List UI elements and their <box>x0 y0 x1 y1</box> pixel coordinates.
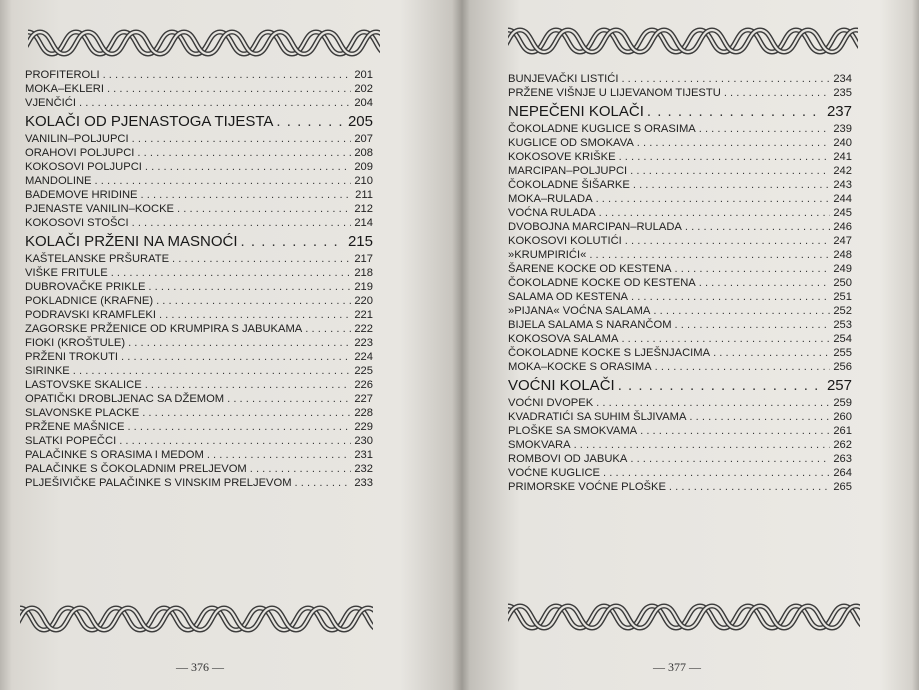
dot-leader <box>669 480 830 494</box>
dot-leader <box>128 336 351 350</box>
toc-entry-page: 259 <box>833 397 852 409</box>
toc-entry-page: 235 <box>833 87 852 99</box>
toc-entry-page: 221 <box>354 309 373 321</box>
top-braid-ornament <box>28 24 380 62</box>
toc-entry <box>508 438 852 452</box>
toc-entry-title: KUGLICE OD SMOKAVA <box>508 137 634 149</box>
toc-entry-title: ŠARENE KOCKE OD KESTENA <box>508 263 672 275</box>
toc-entry-title: PRŽENE VIŠNJE U LIJEVANOM TIJESTU <box>508 87 721 99</box>
bottom-braid-ornament <box>20 600 373 638</box>
toc-entry-page: 210 <box>354 175 373 187</box>
dot-leader <box>653 304 830 318</box>
dot-leader <box>79 96 351 110</box>
toc-entry-page: 211 <box>355 189 373 201</box>
dot-leader <box>618 376 824 395</box>
toc-entry <box>25 322 373 336</box>
toc-entry <box>25 216 373 230</box>
toc-entry-title: »KRUMPIRIĆI« <box>508 249 587 261</box>
toc-entry-page: 215 <box>347 233 373 250</box>
toc-entry-page: 233 <box>354 477 373 489</box>
toc-entry-title: POKLADNICE (KRAFNE) <box>25 295 154 307</box>
toc-entry-title: ROMBOVI OD JABUKA <box>508 453 628 465</box>
toc-entry-title: BADEMOVE HRIDINE <box>25 189 138 201</box>
toc-entry <box>25 96 373 110</box>
toc-entry-title: ORAHOVI POLJUPCI <box>25 147 135 159</box>
dot-leader <box>596 396 830 410</box>
page-number: — 377 — <box>653 660 701 674</box>
top-braid-ornament <box>508 22 858 60</box>
toc-entry-title: VJENČIĆI <box>25 97 76 109</box>
toc-entry-page: 212 <box>354 203 373 215</box>
dot-leader <box>119 434 351 448</box>
toc-entry <box>25 378 373 392</box>
dot-leader <box>699 276 831 290</box>
dot-leader <box>107 82 351 96</box>
toc-entry <box>508 220 852 234</box>
toc-section-heading <box>25 232 373 251</box>
toc-entry-page: 249 <box>833 263 852 275</box>
dot-leader <box>73 364 352 378</box>
toc-entry-title: KOLAČI PRŽENI NA MASNOĆI <box>25 233 238 250</box>
dot-leader <box>713 346 830 360</box>
toc-entry-title: SALAMA OD KESTENA <box>508 291 628 303</box>
toc-entry-page: 261 <box>833 425 852 437</box>
dot-leader <box>689 410 830 424</box>
toc-entry-page: 254 <box>833 333 852 345</box>
toc-entry-title: MOKA–RULADA <box>508 193 593 205</box>
toc-section-heading <box>508 102 852 121</box>
toc-list-left <box>25 68 373 490</box>
toc-entry-page: 265 <box>833 481 852 493</box>
dot-leader <box>276 112 345 131</box>
toc-entry <box>508 424 852 438</box>
toc-entry <box>25 252 373 266</box>
toc-entry-title: KOKOSOVI KOLUTIĆI <box>508 235 622 247</box>
toc-entry <box>508 234 852 248</box>
toc-entry <box>25 82 373 96</box>
toc-entry-title: KOLAČI OD PJENASTOGA TIJESTA <box>25 113 274 130</box>
dot-leader <box>625 234 831 248</box>
dot-leader <box>637 136 831 150</box>
toc-entry-page: 225 <box>354 365 373 377</box>
dot-leader <box>156 294 351 308</box>
dot-leader <box>141 188 353 202</box>
toc-entry-title: KOKOSOVI STOŠCI <box>25 217 129 229</box>
toc-entry-title: FIOKI (KROŠTULE) <box>25 337 126 349</box>
toc-entry-title: ČOKOLADNE KOCKE OD KESTENA <box>508 277 696 289</box>
toc-entry <box>508 318 852 332</box>
toc-entry <box>508 136 852 150</box>
dot-leader <box>145 160 351 174</box>
toc-entry-title: PALAČINKE S ORASIMA I MEDOM <box>25 449 204 461</box>
toc-entry-page: 207 <box>354 133 373 145</box>
toc-entry <box>508 248 852 262</box>
toc-entry-page: 223 <box>354 337 373 349</box>
toc-entry-page: 218 <box>354 267 373 279</box>
toc-entry-title: VOĆNI KOLAČI <box>508 377 615 394</box>
toc-entry-title: »PIJANA« VOĆNA SALAMA <box>508 305 651 317</box>
toc-entry <box>25 434 373 448</box>
toc-entry-page: 228 <box>354 407 373 419</box>
toc-entry <box>508 360 852 374</box>
toc-entry-page: 234 <box>833 73 852 85</box>
toc-entry <box>508 206 852 220</box>
toc-entry <box>25 294 373 308</box>
toc-entry-title: BIJELA SALAMA S NARANČOM <box>508 319 672 331</box>
dot-leader <box>127 420 351 434</box>
toc-entry-title: VIŠKE FRITULE <box>25 267 108 279</box>
toc-entry-title: LASTOVSKE SKALICE <box>25 379 142 391</box>
toc-entry-page: 250 <box>833 277 852 289</box>
toc-entry <box>25 308 373 322</box>
toc-entry-title: PRŽENE MAŠNICE <box>25 421 125 433</box>
dot-leader <box>132 216 352 230</box>
toc-entry-title: KAŠTELANSKE PRŠURATE <box>25 253 170 265</box>
dot-leader <box>142 406 351 420</box>
toc-entry <box>25 448 373 462</box>
toc-entry-title: BUNJEVAČKI LISTIĆI <box>508 73 619 85</box>
toc-entry <box>25 462 373 476</box>
toc-entry-page: 243 <box>833 179 852 191</box>
dot-leader <box>655 360 831 374</box>
toc-entry-title: KOKOSOVE KRIŠKE <box>508 151 616 163</box>
toc-entry-title: PODRAVSKI KRAMFLEKI <box>25 309 156 321</box>
toc-entry-page: 204 <box>354 97 373 109</box>
toc-entry-title: MANDOLINE <box>25 175 92 187</box>
toc-section-heading <box>508 376 852 395</box>
toc-entry <box>508 304 852 318</box>
dot-leader <box>621 72 830 86</box>
page-number: — 376 — <box>176 660 224 674</box>
toc-entry-page: 239 <box>833 123 852 135</box>
toc-entry-page: 246 <box>833 221 852 233</box>
toc-entry <box>508 192 852 206</box>
toc-entry <box>508 346 852 360</box>
dot-leader <box>241 232 345 251</box>
toc-entry <box>508 332 852 346</box>
dot-leader <box>145 378 352 392</box>
toc-entry <box>25 68 373 82</box>
toc-entry <box>25 392 373 406</box>
toc-entry-page: 247 <box>833 235 852 247</box>
toc-entry <box>25 336 373 350</box>
toc-entry <box>508 122 852 136</box>
dot-leader <box>574 438 831 452</box>
toc-entry <box>508 72 852 86</box>
toc-entry-title: MARCIPAN–POLJUPCI <box>508 165 628 177</box>
dot-leader <box>177 202 351 216</box>
toc-entry-page: 232 <box>354 463 373 475</box>
toc-entry-page: 229 <box>354 421 373 433</box>
bottom-braid-ornament <box>508 598 860 636</box>
dot-leader <box>699 122 831 136</box>
dot-leader <box>599 206 831 220</box>
toc-entry-title: PRIMORSKE VOĆNE PLOŠKE <box>508 481 666 493</box>
dot-leader <box>647 102 824 121</box>
dot-leader <box>172 252 351 266</box>
toc-entry-page: 252 <box>833 305 852 317</box>
toc-entry <box>25 146 373 160</box>
toc-entry <box>508 178 852 192</box>
toc-entry <box>508 466 852 480</box>
toc-entry-page: 237 <box>826 103 852 120</box>
toc-entry-title: PRŽENI TROKUTI <box>25 351 119 363</box>
toc-entry-page: 248 <box>833 249 852 261</box>
toc-entry <box>508 452 852 466</box>
toc-entry-page: 226 <box>354 379 373 391</box>
toc-entry <box>25 266 373 280</box>
dot-leader <box>633 178 830 192</box>
toc-entry-title: SIRINKE <box>25 365 70 377</box>
toc-entry-title: KOKOSOVI POLJUPCI <box>25 161 142 173</box>
dot-leader <box>295 476 352 490</box>
toc-entry-title: SMOKVARA <box>508 439 571 451</box>
toc-entry-title: PLJEŠIVIČKE PALAČINKE S VINSKIM PRELJEVOM <box>25 477 292 489</box>
toc-entry-page: 231 <box>354 449 373 461</box>
toc-entry-title: PJENASTE VANILIN–KOCKE <box>25 203 175 215</box>
toc-entry-page: 244 <box>833 193 852 205</box>
toc-entry <box>508 396 852 410</box>
toc-entry-page: 253 <box>833 319 852 331</box>
toc-entry-title: PLOŠKE SA SMOKVAMA <box>508 425 638 437</box>
toc-entry-page: 227 <box>354 393 373 405</box>
dot-leader <box>619 150 831 164</box>
toc-entry-title: PALAČINKE S ČOKOLADNIM PRELJEVOM <box>25 463 247 475</box>
toc-entry-page: 205 <box>347 113 373 130</box>
toc-entry <box>25 202 373 216</box>
toc-entry <box>508 276 852 290</box>
toc-entry-title: ČOKOLADNE KOCKE S LJEŠNJACIMA <box>508 347 711 359</box>
toc-entry-page: 262 <box>833 439 852 451</box>
toc-entry-page: 201 <box>354 69 373 81</box>
toc-section-heading <box>25 112 373 131</box>
dot-leader <box>685 220 830 234</box>
toc-entry-page: 257 <box>826 377 852 394</box>
toc-entry-page: 263 <box>833 453 852 465</box>
toc-entry-title: VOĆNI DVOPEK <box>508 397 594 409</box>
toc-entry-page: 220 <box>354 295 373 307</box>
toc-entry <box>25 160 373 174</box>
dot-leader <box>111 266 352 280</box>
toc-entry <box>508 480 852 494</box>
toc-entry <box>25 280 373 294</box>
dot-leader <box>603 466 830 480</box>
toc-entry <box>508 150 852 164</box>
toc-entry-title: DVOBOJNA MARCIPAN–RULADA <box>508 221 682 233</box>
dot-leader <box>630 452 830 466</box>
toc-entry <box>25 174 373 188</box>
toc-entry <box>25 188 373 202</box>
toc-entry-page: 251 <box>833 291 852 303</box>
toc-entry-page: 208 <box>354 147 373 159</box>
toc-entry-page: 245 <box>833 207 852 219</box>
toc-entry-title: MOKA–KOCKE S ORASIMA <box>508 361 652 373</box>
dot-leader <box>724 86 831 100</box>
toc-entry <box>25 364 373 378</box>
dot-leader <box>148 280 351 294</box>
toc-entry <box>508 410 852 424</box>
toc-entry <box>508 290 852 304</box>
dot-leader <box>589 248 830 262</box>
toc-entry <box>508 164 852 178</box>
toc-entry <box>25 132 373 146</box>
toc-entry-page: 230 <box>354 435 373 447</box>
toc-entry-page: 209 <box>354 161 373 173</box>
dot-leader <box>621 332 830 346</box>
toc-entry <box>25 350 373 364</box>
dot-leader <box>250 462 352 476</box>
toc-entry-page: 222 <box>354 323 373 335</box>
toc-entry-title: KOKOSOVA SALAMA <box>508 333 619 345</box>
toc-entry-page: 242 <box>833 165 852 177</box>
toc-entry-title: ČOKOLADNE KUGLICE S ORASIMA <box>508 123 696 135</box>
toc-entry-title: VOĆNA RULADA <box>508 207 596 219</box>
dot-leader <box>640 424 830 438</box>
toc-entry-title: VANILIN–POLJUPCI <box>25 133 129 145</box>
toc-entry-title: OPATIČKI DROBLJENAC SA DŽEMOM <box>25 393 225 405</box>
toc-entry <box>25 420 373 434</box>
toc-entry-page: 240 <box>833 137 852 149</box>
toc-entry-title: ČOKOLADNE ŠIŠARKE <box>508 179 630 191</box>
dot-leader <box>159 308 351 322</box>
dot-leader <box>103 68 352 82</box>
toc-entry-title: ZAGORSKE PRŽENICE OD KRUMPIRA S JABUKAMA <box>25 323 303 335</box>
toc-entry-title: NEPEČENI KOLAČI <box>508 103 644 120</box>
dot-leader <box>207 448 351 462</box>
toc-entry-page: 264 <box>833 467 852 479</box>
right-page <box>462 0 919 690</box>
toc-entry-page: 241 <box>833 151 852 163</box>
toc-entry-title: DUBROVAČKE PRIKLE <box>25 281 146 293</box>
dot-leader <box>137 146 351 160</box>
toc-entry <box>508 86 852 100</box>
dot-leader <box>95 174 352 188</box>
toc-entry-title: MOKA–EKLERI <box>25 83 104 95</box>
dot-leader <box>631 290 830 304</box>
toc-list-right <box>508 72 852 494</box>
toc-entry-page: 202 <box>354 83 373 95</box>
dot-leader <box>305 322 351 336</box>
dot-leader <box>227 392 351 406</box>
toc-entry-title: SLATKI POPEČCI <box>25 435 117 447</box>
dot-leader <box>675 262 831 276</box>
dot-leader <box>121 350 351 364</box>
toc-entry-page: 219 <box>354 281 373 293</box>
toc-entry-title: SLAVONSKE PLACKE <box>25 407 140 419</box>
toc-entry-page: 224 <box>354 351 373 363</box>
toc-entry-title: PROFITEROLI <box>25 69 100 81</box>
dot-leader <box>630 164 830 178</box>
toc-entry-page: 255 <box>833 347 852 359</box>
toc-entry-page: 256 <box>833 361 852 373</box>
toc-entry-title: KVADRATIĆI SA SUHIM ŠLJIVAMA <box>508 411 687 423</box>
dot-leader <box>596 192 831 206</box>
toc-entry-page: 260 <box>833 411 852 423</box>
toc-entry-page: 214 <box>354 217 373 229</box>
dot-leader <box>675 318 831 332</box>
toc-entry-page: 217 <box>354 253 373 265</box>
dot-leader <box>132 132 352 146</box>
toc-entry <box>25 476 373 490</box>
toc-entry-title: VOĆNE KUGLICE <box>508 467 601 479</box>
toc-entry <box>25 406 373 420</box>
toc-entry <box>508 262 852 276</box>
